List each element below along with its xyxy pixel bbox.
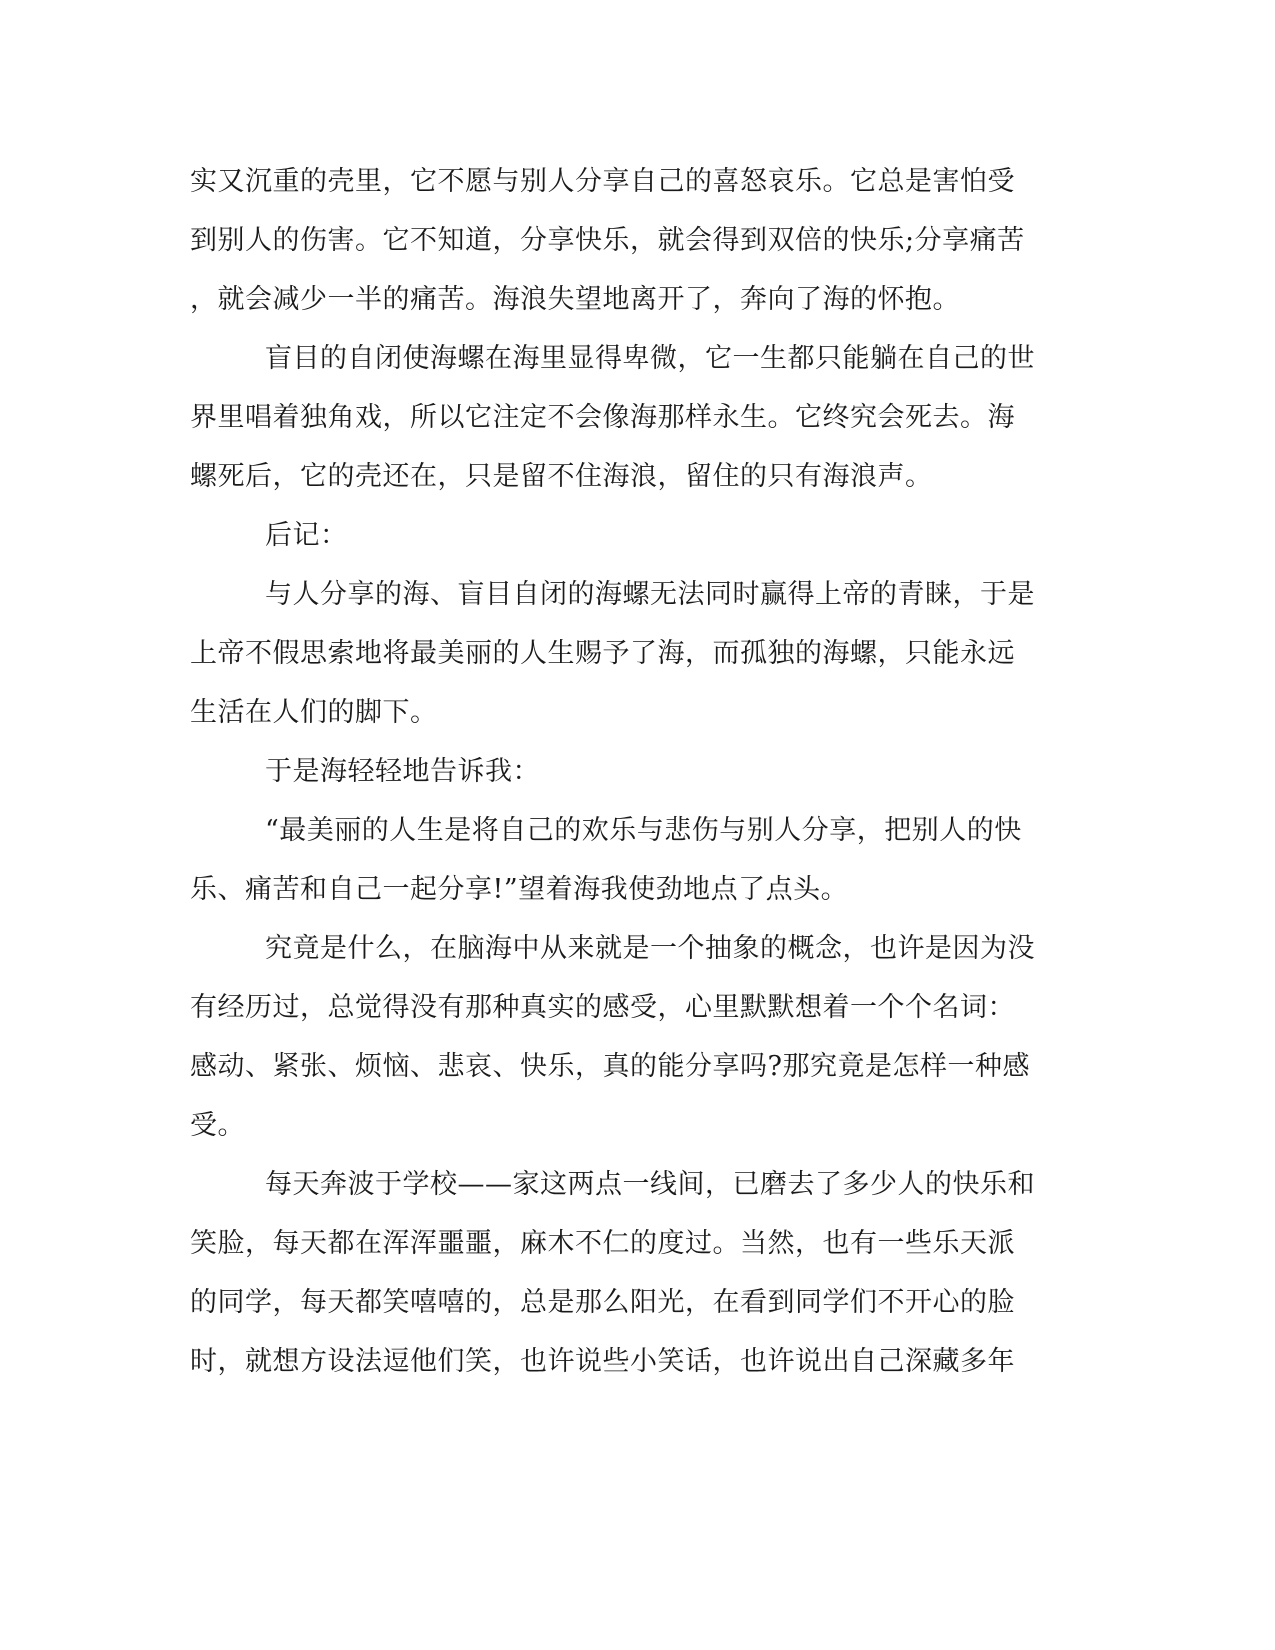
text-line: ，就会减少一半的痛苦。海浪失望地离开了，奔向了海的怀抱。 (190, 284, 960, 315)
text-line: 到别人的伤害。它不知道，分享快乐，就会得到双倍的快乐;分享痛苦 (190, 225, 1025, 256)
text-line: 实又沉重的壳里，它不愿与别人分享自己的喜怒哀乐。它总是害怕受 (190, 166, 1015, 197)
text-line: 的同学，每天都笑嘻嘻的，总是那么阳光，在看到同学们不开心的脸 (190, 1287, 1015, 1318)
section-heading-postscript: 后记： (265, 520, 348, 551)
text-line: 笑脸，每天都在浑浑噩噩，麻木不仁的度过。当然，也有一些乐天派 (190, 1228, 1015, 1259)
paragraph-first-line: 究竟是什么，在脑海中从来就是一个抽象的概念，也许是因为没 (265, 933, 1035, 964)
text-line: 生活在人们的脚下。 (190, 697, 438, 728)
text-line: 螺死后，它的壳还在，只是留不住海浪，留住的只有海浪声。 (190, 461, 933, 492)
quote-first-line: “最美丽的人生是将自己的欢乐与悲伤与别人分享，把别人的快 (265, 815, 1022, 846)
paragraph-first-line: 每天奔波于学校——家这两点一线间，已磨去了多少人的快乐和 (265, 1169, 1035, 1200)
paragraph-first-line: 盲目的自闭使海螺在海里显得卑微，它一生都只能躺在自己的世 (265, 343, 1035, 374)
text-line: 感动、紧张、烦恼、悲哀、快乐，真的能分享吗?那究竟是怎样一种感 (190, 1051, 1030, 1082)
text-line: 上帝不假思索地将最美丽的人生赐予了海，而孤独的海螺，只能永远 (190, 638, 1015, 669)
text-line: 时，就想方设法逗他们笑，也许说些小笑话，也许说出自己深藏多年 (190, 1346, 1015, 1377)
text-line: 乐、痛苦和自己一起分享!”望着海我使劲地点了点头。 (190, 874, 849, 905)
text-line: 受。 (190, 1110, 245, 1141)
paragraph-first-line: 与人分享的海、盲目自闭的海螺无法同时赢得上帝的青睐，于是 (265, 579, 1035, 610)
paragraph-first-line: 于是海轻轻地告诉我： (265, 756, 540, 787)
text-line: 有经历过，总觉得没有那种真实的感受，心里默默想着一个个名词： (190, 992, 1015, 1023)
text-line: 界里唱着独角戏，所以它注定不会像海那样永生。它终究会死去。海 (190, 402, 1015, 433)
